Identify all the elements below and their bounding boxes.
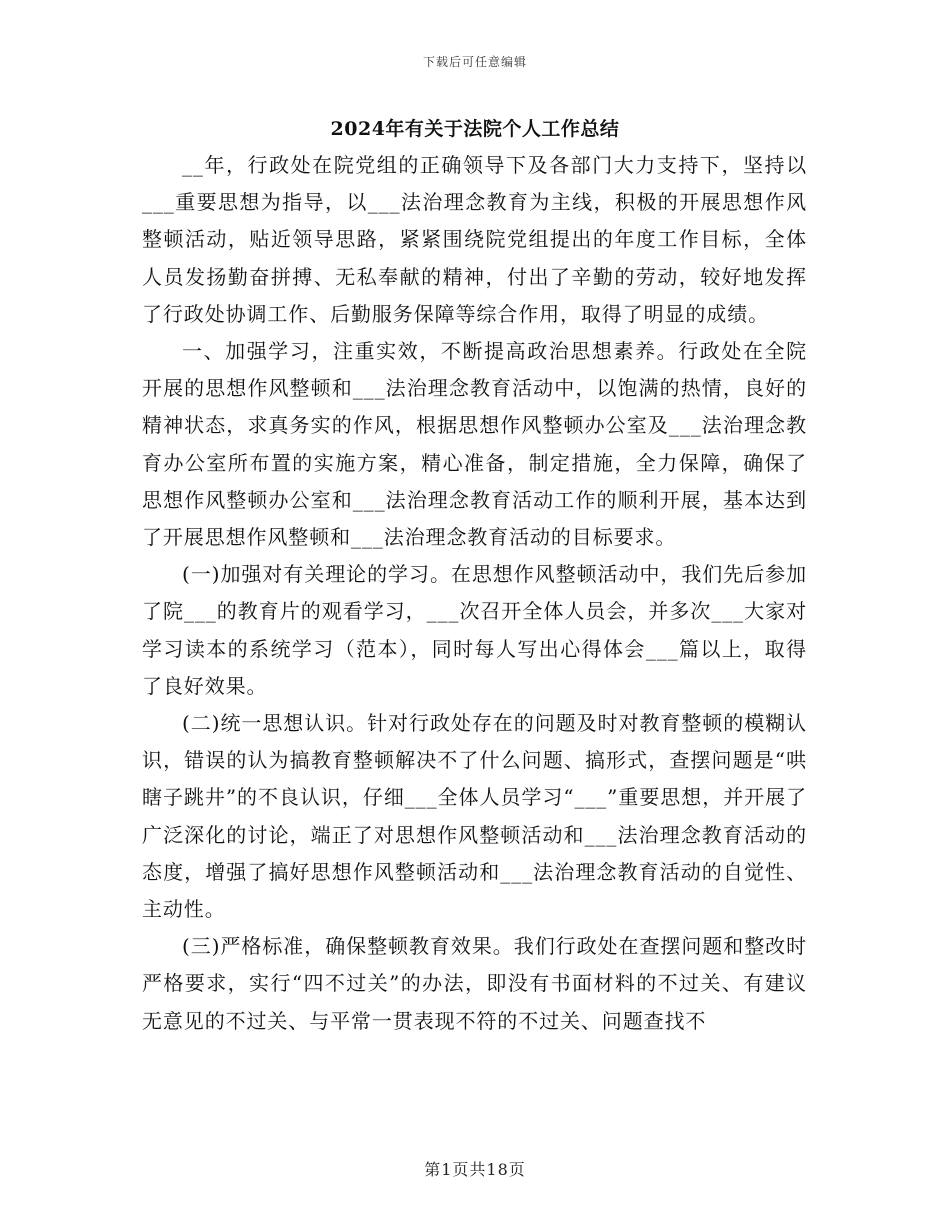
paragraph-subsection-2: (二)统一思想认识。针对行政处存在的问题及时对教育整顿的模糊认识，错误的认为搞教育整顿解决不了什么问题、搞形式，查摆问题是“哄瞎子跳井”的不良认识，仔细___全体人员学习“___”重要思想，并开展了广泛深化的讨论，端正了对思想作风整顿活动和___法治理念教育活动的态度，增强了搞好思想作风整顿活动和___法治理念教育活动的自觉性、主动性。: [142, 711, 807, 922]
paragraph-subsection-3: (三)严格标准，确保整顿教育效果。我们行政处在查摆问题和整改时严格要求，实行“四不过关”的办法，即没有书面材料的不过关、有建议无意见的不过关、与平常一贯表现不符的不过关、问题查找不: [142, 934, 807, 1033]
document-title: 2024年有关于法院个人工作总结: [330, 118, 620, 140]
page-footer-number: 第1页共18页: [424, 1160, 526, 1179]
paragraph-subsection-1: (一)加强对有关理论的学习。在思想作风整顿活动中，我们先后参加了院___的教育片的观看学习，___次召开全体人员会，并多次___大家对学习读本的系统学习（范本），同时每人写出心得体会___篇以上，取得了良好效果。: [142, 562, 807, 698]
document-body: [142, 147, 807, 1040]
paragraph-intro: __年，行政处在院党组的正确领导下及各部门大力支持下，坚持以___重要思想为指导，以___法治理念教育为主线，积极的开展思想作风整顿活动，贴近领导思路，紧紧围绕院党组提出的年度工作目标，全体人员发扬勤奋拼搏、无私奉献的精神，付出了辛勤的劳动，较好地发挥了行政处协调工作、后勤服务保障等综合作用，取得了明显的成绩。: [142, 153, 807, 326]
page-header-note: 下载后可任意编辑: [422, 55, 527, 69]
paragraph-section-1: 一、加强学习，注重实效，不断提高政治思想素养。行政处在全院开展的思想作风整顿和___法治理念教育活动中，以饱满的热情，良好的精神状态，求真务实的作风，根据思想作风整顿办公室及___法治理念教育办公室所布置的实施方案，精心准备，制定措施，全力保障，确保了思想作风整顿办公室和___法治理念教育活动工作的顺利开展，基本达到了开展思想作风整顿和___法治理念教育活动的目标要求。: [142, 339, 807, 550]
